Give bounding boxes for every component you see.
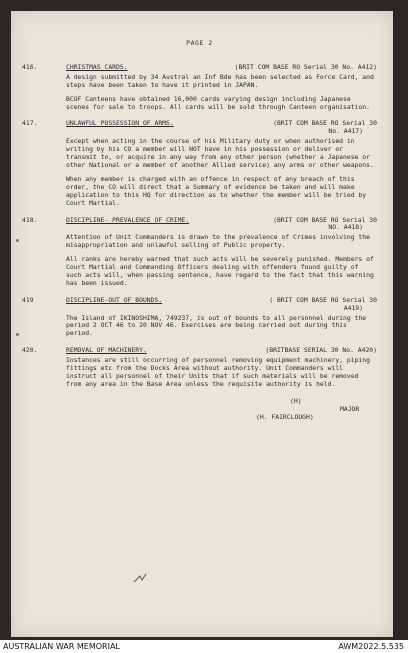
page-label: PAGE 2 [186, 39, 213, 47]
item-title: DISCIPLINE-OUT OF BOUNDS. [66, 295, 163, 304]
footer-institution: AUSTRALIAN WAR MEMORIAL [3, 642, 120, 651]
item-reference-continued: A419) [343, 303, 363, 312]
item-number: 418. [22, 215, 38, 224]
item-title: REMOVAL OF MACHINERY. [66, 346, 147, 355]
item-reference: (BRITBASE SERIAL 30 No. A420) [265, 346, 377, 355]
item-number: 417. [22, 119, 38, 128]
signature-name: (H. FAIRCLOUGH) [256, 412, 314, 421]
footer-accession-number: AWM2022.5.535 [338, 642, 404, 651]
pen-mark-icon [132, 572, 148, 586]
item-reference-continued: NO. A418) [328, 223, 363, 232]
order-item [22, 217, 377, 288]
item-paragraph: Attention of Unit Commanders is drawn to the prevalence of Crimes involving the misappropriation and unlawful selling of Public property. [66, 233, 370, 250]
order-item [22, 347, 377, 389]
item-header [66, 64, 377, 72]
archive-footer [0, 640, 408, 653]
item-paragraph: Instances are still occurring of personnel removing equipment machinery, piping fittings etc from the Docks Area without authority. Unit Commanders will instruct all personnel of their Units that if such materials will be removed from any area in the Base Area unless the requisite authority is held. [66, 356, 370, 388]
item-number: 419 [22, 295, 34, 304]
item-title: CHRISTMAS CARDS. [66, 62, 128, 71]
signature-block [22, 398, 377, 428]
item-paragraph: BCOF Canteens have obtained 16,000 cards varying design including Japanese scenes for sale to troops. All cards will be sold through Canteen organisation. [66, 94, 370, 111]
order-item [22, 297, 377, 339]
signature-rank: MAJOR [340, 404, 360, 413]
order-item [22, 64, 377, 112]
item-number: 420. [22, 346, 38, 355]
item-reference: (BRIT COM BASE RO Serial 30 [273, 119, 377, 128]
order-item [22, 120, 377, 207]
item-header [66, 347, 377, 355]
signature-initials: (H) [290, 396, 302, 405]
item-title: UNLAWFUL POSSESSION OF ARMS. [66, 119, 174, 128]
item-paragraph: Except when acting in the course of his Military duty or when authorised in writing by his CO a member will NOT have in his possession or deliver or transmit to, or acquire in any way from any other person (whether a Japanese or other National or a member of another Allied service) any arms or other weapons. [66, 137, 374, 169]
item-paragraph: A design submitted by 34 Austral an Inf Bde has been selected as Force Card, and steps have been taken to have it printed in JAPAN. [66, 72, 374, 89]
item-title: DISCIPLINE- PREVALENCE OF CRIME. [66, 215, 190, 224]
item-reference-continued: No. A417) [328, 127, 363, 136]
item-reference: (BRIT COM BASE RO Serial 30 [273, 215, 377, 224]
item-reference: (BRIT COM BASE RO Serial 30 No. A412) [234, 62, 377, 71]
item-header [66, 297, 377, 305]
item-paragraph: The Island of IKINOSHIMA, 749237, is out of bounds to all personnel during the period 2 OCT 46 to 20 NOV 46. Exercises are being carried out during this period. [66, 313, 367, 338]
item-number: 416. [22, 62, 38, 71]
item-reference: ( BRIT COM BASE RO Serial 30 [269, 295, 377, 304]
item-paragraph: When any member is charged with an offence in respect of any breach of this order, the CO will direct that a Summary of evidence be taken and will make application to this HQ for direction as to whether the member will be tried by Court Martial. [66, 174, 367, 207]
order-items [22, 64, 377, 389]
document-body [22, 40, 377, 428]
item-paragraph: All ranks are hereby warned that such acts will be severely punished. Members of Court Martial and Commanding Officers dealing with offenders found guilty of such acts will, when passing sentence, have regard to the fact that this warning has been issued. [66, 255, 374, 287]
